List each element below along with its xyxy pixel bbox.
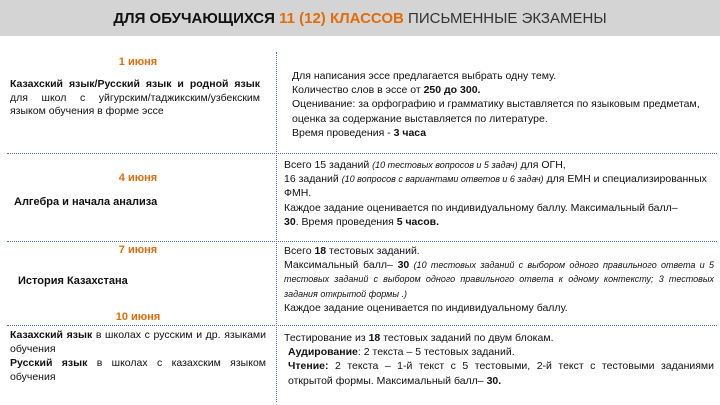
exam4-date: 10 июня <box>115 311 161 323</box>
exam2-date: 4 июня <box>118 172 158 184</box>
page-title <box>113 10 606 27</box>
title-part-audience: ДЛЯ ОБУЧАЮЩИХСЯ <box>113 9 280 27</box>
title-part-exams: ПИСЬМЕННЫЕ ЭКЗАМЕНЫ <box>403 9 607 27</box>
exam4-subject-russian: Русский язык в школах с казахским языком обучения <box>10 357 266 383</box>
exam1-details <box>292 69 712 140</box>
exam4-subject-kazakh: Казахский язык в школах с русским и др. языками обучения <box>10 329 266 355</box>
exam2-line1: Всего 15 заданий (10 тестовых вопросов и 5 задач) для ОГН, <box>284 159 566 171</box>
exam1-subject <box>10 78 260 119</box>
exam1-subject-rest: для школ с уйгурским/таджикским/узбекским языком обучения в форме эссе <box>10 91 260 117</box>
separator-1 <box>7 153 717 154</box>
exam4-line3: Чтение: 2 текста – 1-й текст с 5 тестовыми, 2-й текст с тестовыми заданиями открытой формы. Максимальный балл– 30. <box>288 360 714 387</box>
separator-2 <box>7 241 717 242</box>
exam2-line2: 16 заданий (10 вопросов с вариантами ответов и 6 задач) для ЕМН и специализированных ФМН. <box>284 173 707 200</box>
exam3-line3: Каждое задание оценивается по индивидуальному баллу. <box>284 301 568 314</box>
exam3-line2: Максимальный балл– 30 (10 тестовых заданий с выбором одного правильного ответа и 5 тестовых заданий с выбором одного правильного ответа к одному контексту; 3 тестовых задания открытой формы .) <box>284 259 714 299</box>
exam1-date: 1 июня <box>118 56 158 68</box>
separator-3 <box>7 325 717 326</box>
exam1-subject-bold: Казахский язык/Русский язык и родной язык <box>10 78 260 90</box>
title-part-grades: 11 (12) КЛАССОВ <box>279 9 404 27</box>
exam3-subject: История Казахстана <box>18 275 128 287</box>
exam1-line3: Оценивание: за орфографию и грамматику выставляется по языковым предметам, оценка за содержание выставляется по литературе. <box>292 98 700 125</box>
exam1-line1: Для написания эссе предлагается выбрать одну тему. <box>292 70 557 82</box>
exam3-line1: Всего 18 тестовых заданий. <box>284 245 420 257</box>
exam2-details <box>284 158 714 229</box>
exam1-line2: Количество слов в эссе от 250 до 300. <box>292 84 481 97</box>
exam2-line4: 30. Время проведения 5 часов. <box>284 215 440 228</box>
exam4-details <box>284 331 714 388</box>
exam4-line2: Аудирование: 2 текста – 5 тестовых заданий. <box>288 346 515 359</box>
exam3-date: 7 июня <box>118 244 158 256</box>
column-divider <box>276 52 277 402</box>
exam4-line1: Тестирование из 18 тестовых заданий по двум блокам. <box>284 332 554 344</box>
exam3-details <box>284 244 714 315</box>
exam4-subjects <box>10 328 266 384</box>
exam2-subject: Алгебра и начала анализа <box>14 196 158 208</box>
header-bar <box>0 0 720 36</box>
exam2-line3: Каждое задание оценивается по индивидуальному баллу. Максимальный балл– <box>284 201 678 214</box>
exam1-line4: Время проведения - 3 часа <box>292 126 427 139</box>
